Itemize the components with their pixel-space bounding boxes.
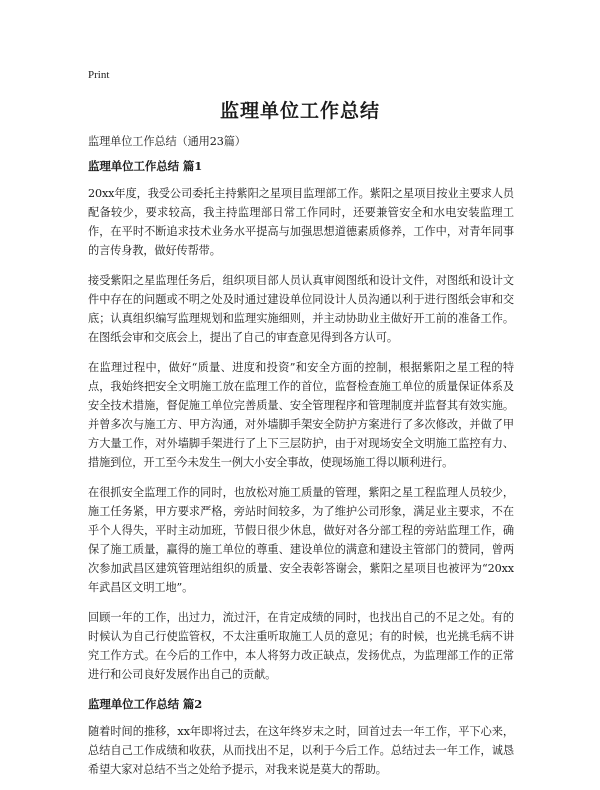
document-body [88,132,514,790]
paragraph: 在监理过程中，做好“质量、进度和投资”和安全方面的控制，根据紫阳之星工程的特点，我始终把安全文明施工放在监理工作的首位，监督检查施工单位的质量保证体系及安全技术措施，督促施工单位完善质量、安全管理程序和管理制度并监督其有效实施。并曾多次与施工方、甲方沟通，对外墙脚手架安全防护方案进行了多次修改，并做了甲方大量工作，对外墙脚手架进行了上下三层防护，由于对现场安全文明施工监控有力、措施到位，开工至今未发生一例大小安全事故，使现场施工得以顺利进行。 [88,361,514,469]
section-heading-1: 监理单位工作总结 篇1 [88,159,203,173]
paragraph: 在很抓安全监理工作的同时，也放松对施工质量的管理，紫阳之星工程监理人员较少，施工任务紧，甲方要求严格，旁站时间较多，为了维护公司形象，满足业主要求，不在乎个人得失，平时主动加班，节假日很少休息，做好对各分部工程的旁站监理工作，确保了施工质量，赢得的施工单位的尊重、建设单位的满意和建设主管部门的赞同，曾两次参加武昌区建筑管理站组织的质量、安全表彰答谢会，紫阳之星项目也被评为“20xx年武昌区文明工地”。 [88,486,514,594]
print-label[interactable]: Print [88,69,110,81]
paragraph: 接受紫阳之星监理任务后，组织项目部人员认真审阅图纸和设计文件，对图纸和设计文件中存在的问题或不明之处及时通过建设单位同设计人员沟通以利于进行图纸会审和交底；认真组织编写监理规划和监理实施细则，并主动协助业主做好开工前的准备工作。在图纸会审和交底会上，提出了自己的审查意见得到各方认可。 [88,274,514,344]
section-heading-2: 监理单位工作总结 篇2 [88,697,203,711]
document-subtitle: 监理单位工作总结（通用23篇） [88,135,246,148]
paragraph: 随着时间的推移，xx年即将过去，在这年终岁末之时，回首过去一年工作，平下心来，总结自己工作成绩和收获，从而找出不足，以利于今后工作。总结过去一年工作，诚恳希望大家对总结不当之处给予提示，对我来说是莫大的帮助。 [88,725,514,776]
paragraph: 回顾一年的工作，出过力，流过汗，在肯定成绩的同时，也找出自己的不足之处。有的时候认为自己行使监管权，不太注重听取施工人员的意见；有的时候，也光挑毛病不讲究工作方式。在今后的工作中，本人将努力改正缺点，发扬优点，为监理部工作的正常进行和公司良好发展作出自己的贡献。 [88,611,514,681]
paragraph: 20xx年度，我受公司委托主持紫阳之星项目监理部工作。紫阳之星项目按业主要求人员配备较少，要求较高，我主持监理部日常工作同时，还要兼管安全和水电安装监理工作，在平时不断追求技术业务水平提高与加强思想道德素质修养，工作中，对青年同事的言传身教，做好传帮带。 [88,187,514,257]
document-title: 监理单位工作总结 [219,100,380,122]
